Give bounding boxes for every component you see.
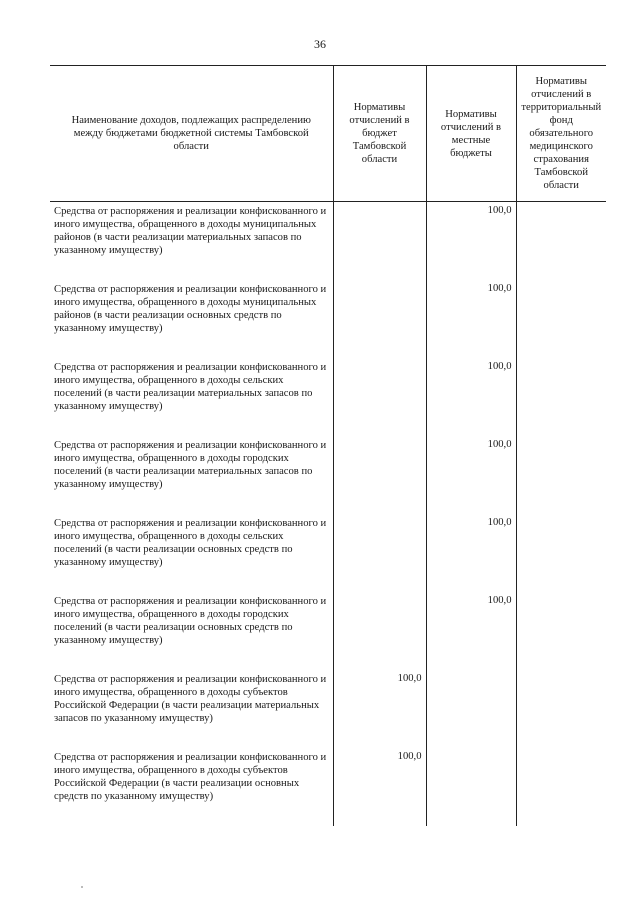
table-header-row (50, 66, 606, 202)
fund-norm-cell (516, 514, 606, 592)
local-norm-cell: 100,0 (426, 202, 516, 280)
local-norm-cell: 100,0 (426, 436, 516, 514)
fund-norm-cell (516, 670, 606, 748)
regional-norm-cell (333, 358, 426, 436)
local-norm-cell: 100,0 (426, 514, 516, 592)
distribution-norms-table (50, 65, 606, 826)
fund-norm-cell (516, 748, 606, 826)
regional-norm-cell (333, 514, 426, 592)
income-name-cell: Средства от распоряжения и реализации конфискованного и иного имущества, обращенного в доходы муниципальных районов (в части реализации основных средств по указанному имуществу) (54, 283, 327, 334)
table-row (50, 514, 606, 592)
fund-norm-cell (516, 202, 606, 280)
local-norm-cell (426, 748, 516, 826)
regional-norm-cell (333, 592, 426, 670)
income-name-cell: Средства от распоряжения и реализации конфискованного и иного имущества, обращенного в доходы субъектов Российской Федерации (в части реализации основных средств по указанному имуществу) (54, 751, 327, 802)
table-row (50, 670, 606, 748)
local-norm-cell: 100,0 (426, 358, 516, 436)
header-income-name: Наименование доходов, подлежащих распределению между бюджетами бюджетной системы Тамбовской области (50, 66, 333, 202)
header-local-budgets: Нормативы отчислений в местные бюджеты (426, 66, 516, 202)
regional-norm-cell: 100,0 (333, 748, 426, 826)
table-row (50, 202, 606, 280)
income-name-cell: Средства от распоряжения и реализации конфискованного и иного имущества, обращенного в доходы сельских поселений (в части реализации основных средств по указанному имуществу) (54, 517, 327, 568)
local-norm-cell: 100,0 (426, 280, 516, 358)
local-norm-cell: 100,0 (426, 592, 516, 670)
regional-norm-cell (333, 436, 426, 514)
fund-norm-cell (516, 436, 606, 514)
regional-norm-cell (333, 280, 426, 358)
table-row (50, 436, 606, 514)
fund-norm-cell (516, 592, 606, 670)
income-name-cell: Средства от распоряжения и реализации конфискованного и иного имущества, обращенного в доходы городских поселений (в части реализации основных средств по указанному имуществу) (54, 595, 327, 646)
page-number: 36 (314, 37, 326, 51)
income-name-cell: Средства от распоряжения и реализации конфискованного и иного имущества, обращенного в доходы субъектов Российской Федерации (в части реализации материальных запасов по указанному имуществу) (54, 673, 327, 724)
scan-speck (81, 886, 83, 888)
income-name-cell: Средства от распоряжения и реализации конфискованного и иного имущества, обращенного в доходы сельских поселений (в части реализации материальных запасов по указанному имуществу) (54, 361, 327, 412)
regional-norm-cell (333, 202, 426, 280)
header-medical-insurance-fund: Нормативы отчислений в территориальный фонд обязательного медицинского страхования Тамбовской области (516, 66, 606, 202)
table-row (50, 358, 606, 436)
income-name-cell: Средства от распоряжения и реализации конфискованного и иного имущества, обращенного в доходы городских поселений (в части реализации материальных запасов по указанному имуществу) (54, 439, 327, 490)
fund-norm-cell (516, 280, 606, 358)
regional-norm-cell: 100,0 (333, 670, 426, 748)
income-name-cell: Средства от распоряжения и реализации конфискованного и иного имущества, обращенного в доходы муниципальных районов (в части реализации материальных запасов по указанному имуществу) (54, 206, 327, 256)
header-regional-budget: Нормативы отчислений в бюджет Тамбовской области (333, 66, 426, 202)
fund-norm-cell (516, 358, 606, 436)
table-row (50, 280, 606, 358)
table-row (50, 592, 606, 670)
table-row (50, 748, 606, 826)
local-norm-cell (426, 670, 516, 748)
